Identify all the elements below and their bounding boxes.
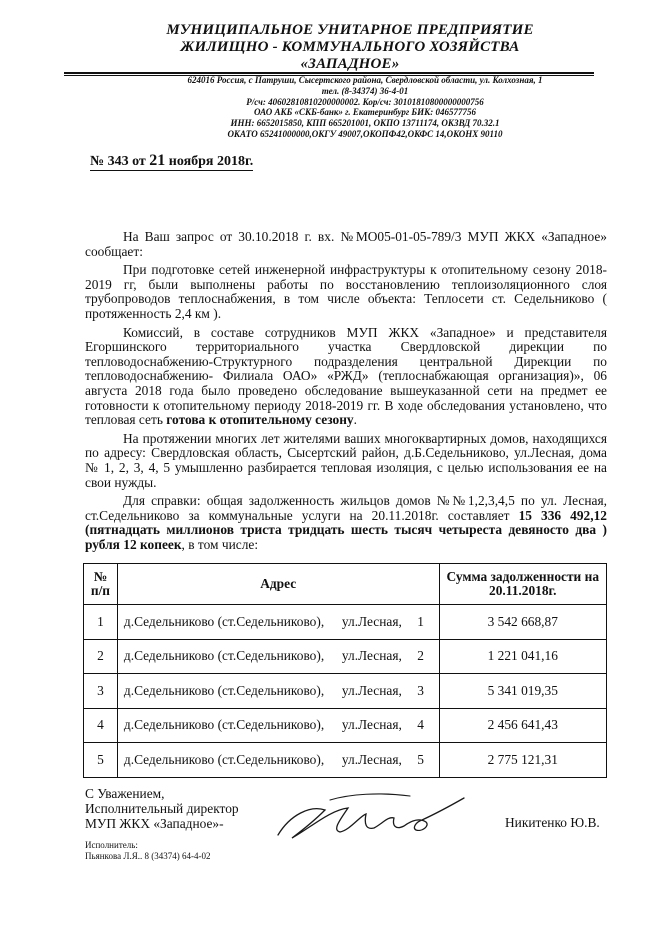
closing-greeting: С Уважением, [85,786,165,801]
row-number: 1 [84,605,118,640]
signature-block [85,786,239,831]
table-row [84,708,607,743]
requisites [150,75,580,140]
row-sum: 1 221 041,16 [439,639,607,674]
executor-block [85,840,210,862]
row-address [117,639,439,674]
row-sum: 2 775 121,31 [439,743,607,778]
table-row [84,674,607,709]
commission-bold: готова к отопительному сезону [166,412,354,428]
row-house: 4 [417,717,424,733]
row-address [117,674,439,709]
signer-organization: МУП ЖКХ «Западное»- [85,816,224,831]
requisites-line: ОКАТО 65241000000,ОКГУ 49007,ОКОПФ42,ОКФС 14,ОКОНХ 90110 [227,128,503,139]
table-row [84,743,607,778]
reference-prefix: № 343 от [90,154,150,169]
row-settlement: д.Седельниково (ст.Седельниково), [123,648,325,664]
row-address [117,743,439,778]
requisites-line: тел. (8-34374) 36-4-01 [321,85,409,96]
signer-name: Никитенко Ю.В. [505,815,600,830]
handwritten-signature [270,780,470,850]
row-house: 1 [417,613,424,629]
commission-end: . [353,412,357,428]
row-street: ул.Лесная, [341,717,402,733]
row-settlement: д.Седельниково (ст.Седельниково), [123,682,325,698]
paragraph-request: На Ваш запрос от 30.10.2018 г. вх. №МО05-01-05-789/3 МУП ЖКХ «Западное» сообщает: [85,229,607,259]
row-sum: 3 542 668,87 [439,605,607,640]
paragraph-debt [85,494,607,552]
requisites-line: Р/сч: 40602810810200000002. Кор/сч: 30101810800000000756 [246,96,484,107]
signer-position: Исполнительный директор [85,801,239,816]
requisites-line: 624016 Россия, с Патруши, Сысертского района, Свердловской области, ул. Колхозная, 1 [187,75,543,85]
organization-name [150,22,550,73]
debt-end: , в том числе: [181,536,259,552]
table-header-row [84,564,607,605]
debt-total: 15 336 492,12 (пятнадцать миллионов триста тридцать шесть тысяч четыреста девяносто два ) рубля 12 копеек [85,507,607,552]
header-address: Адрес [117,564,439,605]
row-street: ул.Лесная, [341,751,402,767]
executor-contact: Пьянкова Л.Я.. 8 (34374) 64-4-02 [85,851,211,861]
row-sum: 5 341 019,35 [439,674,607,709]
header-sum: Сумма задолженности на 20.11.2018г. [439,564,607,605]
row-number: 2 [84,639,118,674]
letter-body [85,230,607,552]
row-settlement: д.Седельниково (ст.Седельниково), [123,751,325,767]
requisites-line: ОАО АКБ «СКБ-банк» г. Екатеринбург БИК: 046577756 [254,107,476,118]
paragraph-commission [85,326,607,428]
table-row [84,605,607,640]
requisites-line: ИНН: 6652015850, КПП 665201001, ОКПО 13711174, ОКЗВД 70.32.1 [230,118,500,129]
row-house: 3 [417,682,424,698]
row-settlement: д.Седельниково (ст.Седельниково), [123,613,325,629]
row-number: 4 [84,708,118,743]
org-line-1: МУНИЦИПАЛЬНОЕ УНИТАРНОЕ ПРЕДПРИЯТИЕ [166,22,534,38]
executor-label: Исполнитель: [85,840,138,850]
row-settlement: д.Седельниково (ст.Седельниково), [123,717,325,733]
table-row [84,639,607,674]
commission-text: Комиссий, в составе сотрудников МУП ЖКХ «Западное» и представителя Егоршинского территориального участка Свердловской дирекции по тепловодоснабжению-Структурного подразделения центральной Дирекции по тепловодоснабжению- Филиала ОАО» «РЖД» (теплоснабжающая организация)», 06 августа 2018 года было проведено обследование вышеуказанной сети на предмет ее готовности к отопительному периоду 2018-2019 гг. В ходе обследования установлено, что тепловая сеть [85,324,607,428]
row-number: 5 [84,743,118,778]
org-line-2: ЖИЛИЩНО - КОММУНАЛЬНОГО ХОЗЯЙСТВА [180,39,520,55]
reference-rest: ноября 2018г. [165,154,254,169]
debt-table [83,563,607,778]
row-address [117,605,439,640]
row-house: 5 [417,751,424,767]
row-number: 3 [84,674,118,709]
reference-number-date [90,152,253,171]
row-street: ул.Лесная, [341,682,402,698]
row-address [117,708,439,743]
letter-reference [90,152,253,171]
paragraph-residents: На протяжении многих лет жителями ваших многоквартирных домов, находящихся по адресу: Свердловская область, Сысертский район, д.Б.Седельниково, ул.Лесная, дома № 1, 2, 3, 4, 5 умышленно разбирается тепловая изоляция, с целью использования ее на свои нужды. [85,430,607,490]
debt-text: Для справки: общая задолженность жильцов домов №№1,2,3,4,5 по ул. Лесная, ст.Седельниково за коммунальные услуги на 20.11.2018г. составляет [85,493,607,523]
header-divider [64,72,594,74]
row-house: 2 [417,648,424,664]
row-street: ул.Лесная, [341,613,402,629]
paragraph-preparation: При подготовке сетей инженерной инфраструктуры к отопительному сезону 2018-2019 гг, были выполнены работы по восстановлению теплоизоляционного слоя трубопроводов теплоснабжения, в том числе объекта: Теплосети ст. Седельниково ( протяженность 2,4 км ). [85,262,607,321]
reference-day: 21 [149,152,166,169]
row-sum: 2 456 641,43 [439,708,607,743]
header-number: № п/п [84,564,118,605]
row-street: ул.Лесная, [341,648,402,664]
org-line-3: «ЗАПАДНОЕ» [300,56,400,72]
